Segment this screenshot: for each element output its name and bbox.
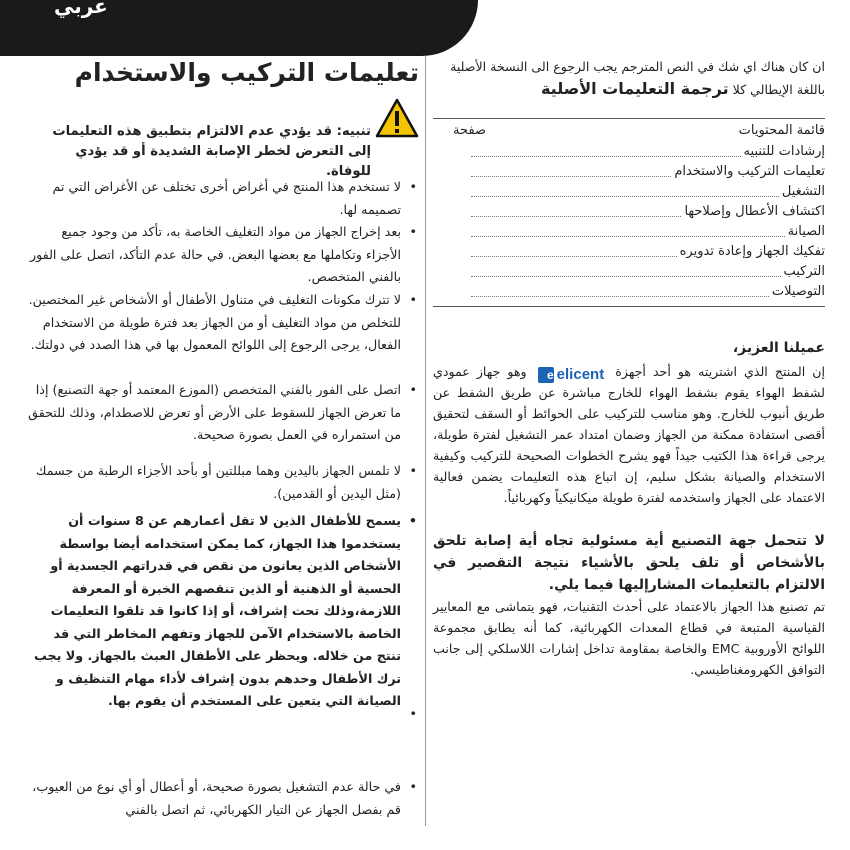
toc-item[interactable]: تعليمات التركيب والاستخدام — [433, 164, 825, 184]
bullet-item: • لا تترك مكونات التغليف في متناول الأطفال أو الأشخاص غير المختصين. للتخلص من مواد التغليف أو من الجهاز بعد فترة طويلة من الاستخدام الفعال، يرجى الرجوع إلى اللوائح المعمول بها في هذا الصدد في دولتك. — [25, 289, 419, 357]
emc-label: EMC — [711, 641, 740, 656]
warning-box — [24, 96, 419, 179]
toc-top-rule — [433, 118, 825, 119]
intro-text-a: إن المنتج الذي اشتريته هو أحد أجهزة — [615, 364, 825, 379]
toc-item[interactable]: التوصيلات — [433, 284, 825, 304]
bullet-item-children: • يسمح للأطفال الذين لا تقل أعمارهم عن 8 سنوات أن يستخدموا هذا الجهاز، كما يمكن استخدامه أيضا بواسطة الأشخاص الذين يعانون من نقص في قدراتهم الجسدية أو الحسية أو الذهنية أو الذين تنقصهم الخبرة أو المعرفة اللازمة،وذلك تحت إشراف، أو إذا كانوا قد تلقوا التعليمات الخاصة بالاستخدام الآمن للجهاز وتفهم المخاطر التي قد تنتج من خلاله. ويحظر على الأطفال العبث بالجهاز. ولا يجب ترك الأطفال وحدهم بدون إشراف لأداء مهام التنظيف و الصيانة التي يتعين على المستخدم أن يقوم بها. — [25, 510, 419, 713]
translation-note-text: ان كان هناك اي شك في النص المترجم يجب الرجوع الى النسخة الأصلية باللغة الإيطالي كلا — [450, 59, 825, 97]
compliance-text-b: والخاصة بمقاومة تداخل إشارات اللاسلكي إلى جانب التوافق الكهرومغناطيسي. — [433, 641, 825, 677]
toc-heading-row — [433, 123, 825, 141]
bullet-item: • اتصل على الفور بالفني المتخصص (الموزع المعتمد أو جهة التصنيع) إذا ما تعرض الجهاز للسقوط على الأرض أو تعرض للاصطدام، وذلك للتحقق من استمراره في العمل بصورة صحيحة. — [25, 379, 419, 447]
liability-paragraph: لا تتحمل جهة التصنيع أية مسئولية تجاه أية إصابة تلحق بالأشخاص أو تلف يلحق بالأشياء نتيجة التقصير في الالتزام بالتعليمات المشارإليها فيما يلي. — [433, 533, 825, 593]
brand-name: elicent — [556, 365, 605, 383]
page-title: تعليمات التركيب والاستخدام — [74, 58, 419, 87]
bullet-item-empty — [25, 703, 419, 725]
toc-heading: قائمة المحتويات — [738, 123, 825, 138]
compliance-paragraph — [433, 596, 825, 680]
intro-paragraph — [433, 361, 825, 508]
bullet-item: • لا تلمس الجهاز باليدين وهما مبللتين أو بأحد الأجزاء الرطبة من جسمك (مثل اليدين أو القدمين). — [25, 460, 419, 505]
translation-note-bold: ترجمة التعليمات الأصلية — [540, 79, 729, 98]
warning-icon — [375, 98, 419, 138]
language-tab — [0, 0, 478, 56]
toc-item[interactable]: التشغيل — [433, 184, 825, 204]
toc-item[interactable]: إرشادات للتنبيه — [433, 144, 825, 164]
toc-item[interactable]: التركيب — [433, 264, 825, 284]
toc-bottom-rule — [433, 306, 825, 307]
bullet-item: • لا تستخدم هذا المنتج في أغراض أخرى تختلف عن الأغراض التي تم تصميمه لها. — [25, 176, 419, 221]
intro-text-b: وهو جهاز عمودي لشفط الهواء يقوم بشفط الهواء للخارج مباشرة عن طريق الشفط عن طريق أنبوب للخارج. وهو مناسب للتركيب على الحوائط أو السقف لتحقيق أقصى استفادة ممكنة من الجهاز وضمان امتداد عمر التشغيل لفترة طويلة، يرجى قراءة هذا الكتيب جيداً فهو يشرح الخطوات الصحيحة للتركيب وكيفية الاستخدام والصيانة بشكل سليم، إن اتباع هذه التعليمات يضمن فعالية الاعتماد على الجهاز واستخدمه لفترة طويلة ميكانيكياً وكهربائياً. — [433, 364, 825, 505]
toc-item[interactable]: اكتشاف الأعطال وإصلاحها — [433, 204, 825, 224]
bullet-item: • في حالة عدم التشغيل بصورة صحيحة، أو أعطال أو أي نوع من العيوب، قم بفصل الجهاز عن التيار الكهربائي، ثم اتصل بالفني — [25, 776, 419, 821]
toc-page-label: صفحة — [453, 123, 486, 138]
toc-item[interactable]: تفكيك الجهاز وإعادة تدويره — [433, 244, 825, 264]
column-divider — [425, 56, 426, 826]
bullet-item: • بعد إخراج الجهاز من مواد التغليف الخاصة به، تأكد من وجود جميع الأجزاء وتكاملها مع بعضها البعض. في حالة عدم التأكد، اتصل على الفور بالفني المتخصص. — [25, 221, 419, 289]
greeting: عميلنا العزيز، — [732, 340, 825, 356]
language-tab-label: عربي — [54, 0, 108, 18]
compliance-text-a: تم تصنيع هذا الجهاز بالاعتماد على أحدث التقنيات، فهو يتماشى مع المعايير القياسية المتبعة في قطاع المعدات الكهربائية، كما أنه يطابق مجموعة اللوائح الأوروبية — [433, 599, 825, 656]
toc-item[interactable]: الصيانة — [433, 224, 825, 244]
warning-text: تنبيه: قد يؤدي عدم الالتزام بتطبيق هذه التعليمات إلى التعرض لخطر الإصابة الشديدة أو قد يؤدي للوفاة. — [52, 124, 371, 179]
elicent-logo-icon: e — [538, 367, 554, 383]
translation-note — [433, 56, 825, 101]
elicent-logo — [534, 364, 609, 382]
